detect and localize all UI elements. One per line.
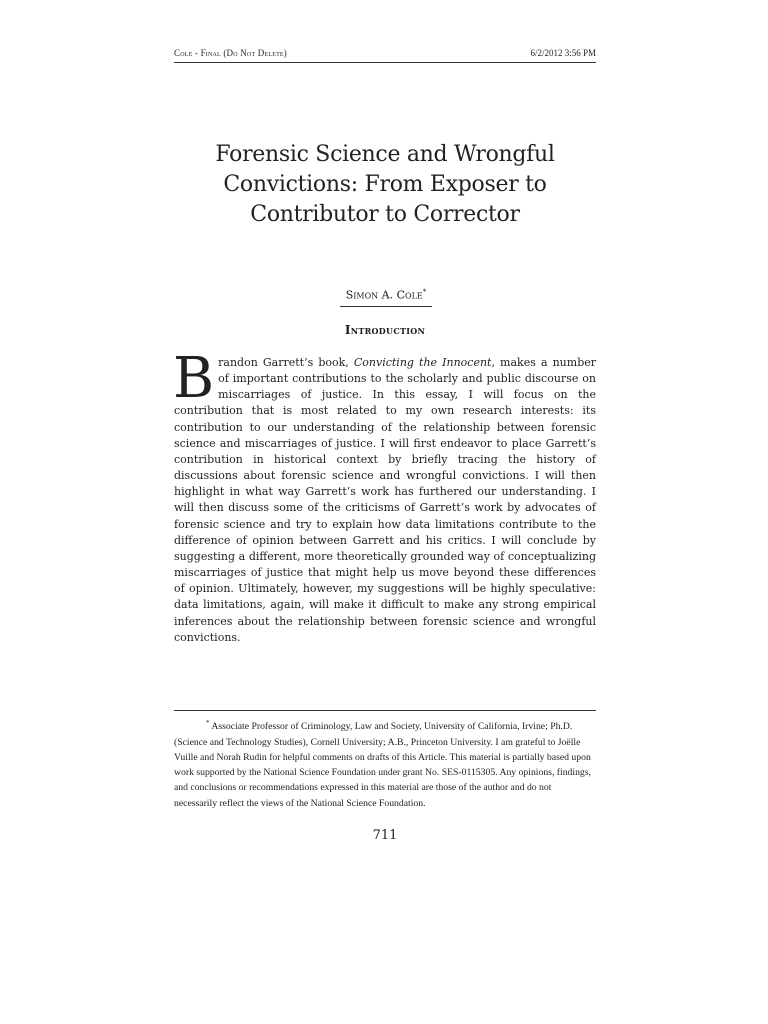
body-segment: randon Garrett’s book,: [218, 356, 354, 369]
author-footnote-mark: *: [422, 288, 427, 296]
footnote-rule: [174, 710, 596, 711]
body-segment: , makes a number of important contributions to the scholarly and public discourse on miscarriages of justice. In this essay, I will focus on the contribution that is most related to my own research interests: its contribution to our understanding of the relationship between forensic science and miscarriages of justice. I will first endeavor to place Garrett’s contribution in historical context by briefly tracing the history of discussions about forensic science and wrongful convictions. I will then highlight in what way Garrett’s work has furthered our understanding. I will then discuss some of the criticisms of Garrett’s work by advocates of forensic science and try to explain how data limitations contribute to the difference of opinion between Garrett and his critics. I will conclude by suggesting a different, more theoretically grounded way of conceptualizing miscarriages of justice that might help us move beyond these differences of opinion. Ultimately, however, my suggestions will be highly speculative: data limitations, again, will make it difficult to make any strong empirical inferences about the relationship between forensic science and wrongful convictions.: [174, 356, 597, 644]
running-header-date: 6/2/2012 3:56 PM: [530, 48, 596, 58]
author-name: Simon A. Cole: [345, 288, 423, 302]
footnote-text: Associate Professor of Criminology, Law and Society, University of California, Irvine; Ph.D. (Science and Technology Studies), Cornell University; A.B., Princeton University. I am grateful to Joëlle Vuille and Norah Rudin for helpful comments on drafts of this Article. This material is partially based upon work supported by the National Science Foundation under grant No. SES-0115305. Any opinions, findings, and conclusions or recommendations expressed in this material are those of the author and do not necessarily reflect the views of the National Science Foundation.: [174, 721, 591, 809]
article-title: Forensic Science and Wrongful Convictions: From Exposer to Contributor to Corrector: [215, 142, 555, 227]
footnote: [174, 716, 596, 811]
drop-cap: B: [173, 346, 215, 411]
book-title: Convicting the Innocent: [353, 356, 492, 369]
author-byline: [340, 288, 432, 307]
footnote-mark: *: [206, 719, 210, 727]
running-header-left: Cole - Final (Do Not Delete): [174, 48, 287, 58]
section-heading: Introduction: [344, 323, 426, 337]
body-paragraph: [173, 346, 597, 646]
header-rule: [174, 62, 596, 63]
page-number: 711: [372, 828, 398, 843]
